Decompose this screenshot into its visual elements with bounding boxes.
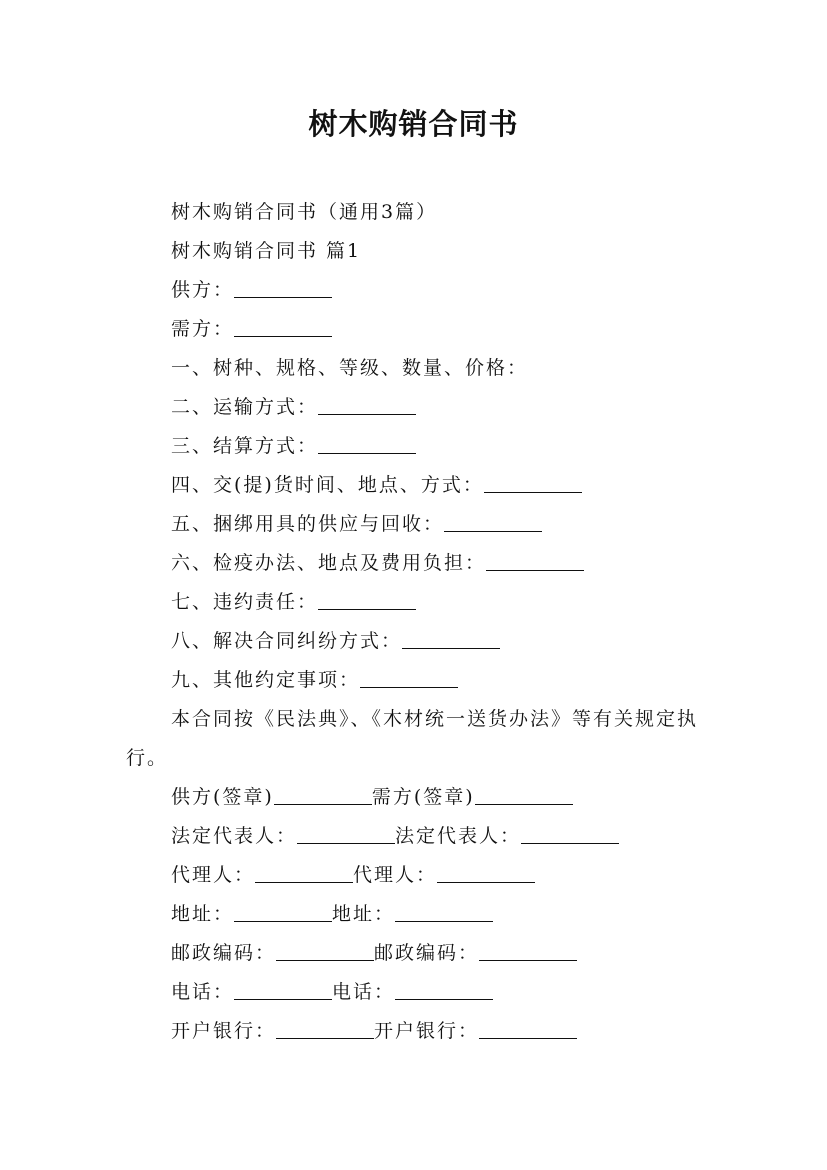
signature-row	[126, 778, 704, 817]
supplier-label: 供方(签章)	[171, 786, 274, 808]
signature-row	[126, 973, 704, 1012]
fill-blank	[395, 981, 493, 1000]
line-text: 七、违约责任：	[171, 591, 319, 613]
governing-law-paragraph: 本合同按《民法典》、《木材统一送货办法》等有关规定执行。	[126, 708, 699, 769]
line-text: 三、结算方式：	[171, 435, 319, 457]
clause-3	[126, 427, 704, 466]
supplier-label: 开户银行：	[171, 1020, 277, 1042]
fill-blank	[395, 903, 493, 922]
clause-5	[126, 505, 704, 544]
fill-blank	[318, 435, 416, 454]
doc-subheading-line	[126, 232, 704, 271]
fill-blank	[276, 942, 374, 961]
fill-blank	[276, 1020, 374, 1039]
buyer-label: 邮政编码：	[374, 942, 480, 964]
fill-blank	[255, 864, 353, 883]
line-text: 五、捆绑用具的供应与回收：	[171, 513, 445, 535]
fill-blank	[475, 786, 573, 805]
supplier-label: 邮政编码：	[171, 942, 277, 964]
fill-blank	[479, 942, 577, 961]
line-text: 二、运输方式：	[171, 396, 319, 418]
buyer-label: 电话：	[332, 981, 396, 1003]
buyer-label: 需方(签章)	[371, 786, 475, 808]
clause-1	[126, 349, 704, 388]
fill-blank	[234, 279, 332, 298]
line-text: 需方：	[171, 318, 235, 340]
line-text: 八、解决合同纠纷方式：	[171, 630, 403, 652]
buyer-label: 法定代表人：	[395, 825, 522, 847]
line-text: 四、交(提)货时间、地点、方式：	[171, 474, 484, 496]
signature-row	[126, 1012, 704, 1051]
fill-blank	[318, 396, 416, 415]
signature-row	[126, 856, 704, 895]
document-body	[126, 193, 704, 1051]
fill-blank	[444, 513, 542, 532]
fill-blank	[234, 981, 332, 1000]
clause-8	[126, 622, 704, 661]
clause-9	[126, 661, 704, 700]
fill-blank	[484, 474, 582, 493]
buyer-line	[126, 310, 704, 349]
fill-blank	[318, 591, 416, 610]
fill-blank	[521, 825, 619, 844]
fill-blank	[234, 903, 332, 922]
fill-blank	[479, 1020, 577, 1039]
buyer-label: 地址：	[332, 903, 396, 925]
fill-blank	[297, 825, 395, 844]
fill-blank	[486, 552, 584, 571]
line-text: 供方：	[171, 279, 235, 301]
fill-blank	[437, 864, 535, 883]
supplier-label: 法定代表人：	[171, 825, 298, 847]
signature-row	[126, 817, 704, 856]
signature-row	[126, 895, 704, 934]
supplier-label: 电话：	[171, 981, 235, 1003]
clause-6	[126, 544, 704, 583]
clause-2	[126, 388, 704, 427]
document-title: 树木购销合同书	[308, 107, 519, 141]
fill-blank	[360, 669, 458, 688]
buyer-label: 开户银行：	[374, 1020, 480, 1042]
line-text: 九、其他约定事项：	[171, 669, 361, 691]
line-text: 树木购销合同书（通用3篇）	[171, 201, 438, 223]
supplier-label: 地址：	[171, 903, 235, 925]
clause-4	[126, 466, 704, 505]
fill-blank	[402, 630, 500, 649]
fill-blank	[274, 786, 372, 805]
supplier-line	[126, 271, 704, 310]
line-text: 六、检疫办法、地点及费用负担：	[171, 552, 487, 574]
buyer-label: 代理人：	[353, 864, 438, 886]
fill-blank	[234, 318, 332, 337]
line-text: 树木购销合同书 篇1	[171, 240, 362, 262]
supplier-label: 代理人：	[171, 864, 256, 886]
line-text: 一、树种、规格、等级、数量、价格：	[171, 357, 529, 379]
signature-row	[126, 934, 704, 973]
clause-7	[126, 583, 704, 622]
doc-heading-line	[126, 193, 704, 232]
